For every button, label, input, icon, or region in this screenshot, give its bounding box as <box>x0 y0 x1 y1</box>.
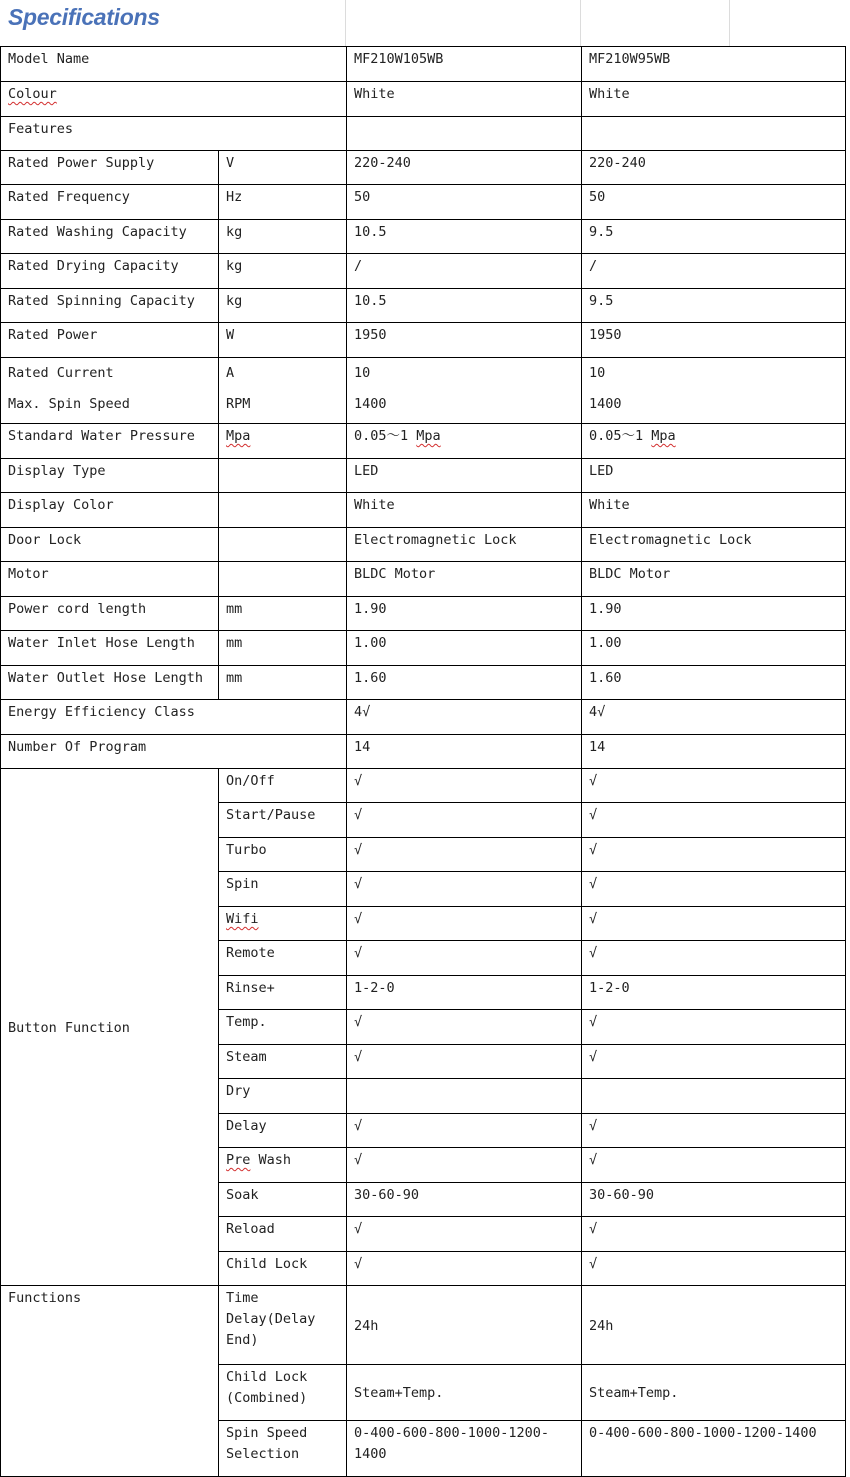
value-a-cell: √ <box>347 907 582 941</box>
value-b-cell <box>582 1079 846 1114</box>
value-b-cell: √ <box>582 1045 846 1079</box>
button-name-cell: Temp. <box>219 1010 347 1045</box>
value-b-cell: √ <box>582 941 846 976</box>
value-b-cell: LED <box>582 459 846 493</box>
label-cell: Standard Water Pressure <box>1 424 219 459</box>
unit-cell: A RPM <box>219 358 347 424</box>
button-name-cell: Start/Pause <box>219 803 347 838</box>
value-a-cell: 1-2-0 <box>347 976 582 1010</box>
function-name-cell: Child Lock (Combined) <box>219 1365 347 1421</box>
value-b-cell: 9.5 <box>582 289 846 323</box>
value-a-cell: BLDC Motor <box>347 562 582 597</box>
row-door-lock <box>1 528 846 562</box>
value-a-cell: Electromagnetic Lock <box>347 528 582 562</box>
value-a-cell: √ <box>347 1148 582 1183</box>
value-a-cell: 14 <box>347 735 582 769</box>
row-motor <box>1 562 846 597</box>
value-b-cell: √ <box>582 1252 846 1286</box>
button-name-cell: Remote <box>219 941 347 976</box>
pre-label: Pre <box>226 1152 251 1168</box>
specifications-table <box>0 46 846 1477</box>
row-button-on-off <box>1 769 846 803</box>
model-a-cell: MF210W105WB <box>347 47 582 82</box>
value-a-cell: 24h <box>347 1286 582 1365</box>
unit-cell: kg <box>219 220 347 254</box>
value-a-cell: √ <box>347 1045 582 1079</box>
row-function-time-delay <box>1 1286 846 1365</box>
value-b-cell: √ <box>582 1217 846 1252</box>
function-name-cell: Spin Speed Selection <box>219 1421 347 1477</box>
colour-label: Colour <box>8 86 57 102</box>
label-cell: Power cord length <box>1 597 219 631</box>
label-cell: Rated Washing Capacity <box>1 220 219 254</box>
value-a-cell: 50 <box>347 185 582 220</box>
value-b-cell: / <box>582 254 846 289</box>
value-a-cell: 4√ <box>347 700 582 735</box>
label-cell: Rated Spinning Capacity <box>1 289 219 323</box>
button-name-cell <box>219 1148 347 1183</box>
value-a-cell: √ <box>347 769 582 803</box>
row-water-inlet-hose <box>1 631 846 666</box>
row-power-cord-length <box>1 597 846 631</box>
value-b-cell: 0-400-600-800-1000-1200-1400 <box>582 1421 846 1477</box>
unit-cell: kg <box>219 289 347 323</box>
row-rated-power-supply <box>1 151 846 185</box>
value-a-cell: 1.90 <box>347 597 582 631</box>
function-name-cell: Time Delay(Delay End) <box>219 1286 347 1365</box>
value-a-cell: White <box>347 82 582 117</box>
value-a-cell: √ <box>347 838 582 872</box>
value-a-cell: √ <box>347 1217 582 1252</box>
page-title: Specifications <box>8 4 160 30</box>
button-name-cell: Delay <box>219 1114 347 1148</box>
row-rated-spinning-capacity <box>1 289 846 323</box>
value-b-cell: 1950 <box>582 323 846 358</box>
button-name-cell: Spin <box>219 872 347 907</box>
value-a-cell: √ <box>347 803 582 838</box>
value-b-cell: BLDC Motor <box>582 562 846 597</box>
unit-cell: kg <box>219 254 347 289</box>
button-name-cell: Dry <box>219 1079 347 1114</box>
unit-cell: Hz <box>219 185 347 220</box>
value-a-cell: Steam+Temp. <box>347 1365 582 1421</box>
button-name-cell: Rinse+ <box>219 976 347 1010</box>
value-b-cell: 14 <box>582 735 846 769</box>
functions-label: Functions <box>1 1286 219 1477</box>
value-a-cell: 1.60 <box>347 666 582 700</box>
row-model-name <box>1 47 846 82</box>
value-b-cell: 24h <box>582 1286 846 1365</box>
row-water-outlet-hose <box>1 666 846 700</box>
row-number-of-program <box>1 735 846 769</box>
label-cell: Number Of Program <box>1 735 347 769</box>
unit-cell <box>219 493 347 528</box>
unit-text: Mpa <box>416 428 441 444</box>
value-a-cell: White <box>347 493 582 528</box>
unit-cell: mm <box>219 666 347 700</box>
unit-cell <box>219 459 347 493</box>
row-rated-washing-capacity <box>1 220 846 254</box>
value-a-cell: 0-400-600-800-1000-1200- 1400 <box>347 1421 582 1477</box>
label-cell: Rated Frequency <box>1 185 219 220</box>
sheet-gridline <box>729 0 730 47</box>
value-b-cell: 1.00 <box>582 631 846 666</box>
wifi-label: Wifi <box>226 911 259 927</box>
label-cell: Features <box>1 117 347 151</box>
label-cell: Door Lock <box>1 528 219 562</box>
value-b-cell: 1-2-0 <box>582 976 846 1010</box>
button-function-label: Button Function <box>1 769 219 1286</box>
label-cell: Rated Current Max. Spin Speed <box>1 358 219 424</box>
button-name-cell: On/Off <box>219 769 347 803</box>
value-b-cell: 1.90 <box>582 597 846 631</box>
row-rated-power <box>1 323 846 358</box>
label-cell: Rated Drying Capacity <box>1 254 219 289</box>
value-text: 0.05～1 <box>354 428 417 444</box>
value-b-cell: √ <box>582 803 846 838</box>
value-a-cell <box>347 424 582 459</box>
sheet-gridline <box>580 0 581 47</box>
value-b-cell: √ <box>582 1010 846 1045</box>
value-a-cell: 30-60-90 <box>347 1183 582 1217</box>
row-features <box>1 117 846 151</box>
row-display-color <box>1 493 846 528</box>
value-a-cell: 10.5 <box>347 289 582 323</box>
button-name-cell: Steam <box>219 1045 347 1079</box>
label-cell <box>1 82 347 117</box>
value-b-cell: 220-240 <box>582 151 846 185</box>
label-cell: Model Name <box>1 47 347 82</box>
unit-cell <box>219 424 347 459</box>
value-b-cell: √ <box>582 769 846 803</box>
label-cell: Energy Efficiency Class <box>1 700 347 735</box>
label-cell: Rated Power <box>1 323 219 358</box>
row-colour <box>1 82 846 117</box>
unit-cell: V <box>219 151 347 185</box>
value-a-cell: √ <box>347 1114 582 1148</box>
value-b-cell: White <box>582 493 846 528</box>
unit-cell: W <box>219 323 347 358</box>
row-rated-drying-capacity <box>1 254 846 289</box>
value-b-cell: Electromagnetic Lock <box>582 528 846 562</box>
label-cell: Display Color <box>1 493 219 528</box>
label-cell: Water Outlet Hose Length <box>1 666 219 700</box>
label-cell: Motor <box>1 562 219 597</box>
wash-label: Wash <box>250 1152 292 1168</box>
value-a-cell: √ <box>347 1010 582 1045</box>
value-b-cell: √ <box>582 1114 846 1148</box>
unit-text: Mpa <box>226 428 251 444</box>
value-a-cell: 220-240 <box>347 151 582 185</box>
unit-cell <box>219 562 347 597</box>
value-b-cell: White <box>582 82 846 117</box>
row-water-pressure <box>1 424 846 459</box>
value-a-cell: 1.00 <box>347 631 582 666</box>
unit-cell: mm <box>219 631 347 666</box>
model-b-cell: MF210W95WB <box>582 47 846 82</box>
button-name-cell: Child Lock <box>219 1252 347 1286</box>
sheet-gridline <box>345 0 346 47</box>
value-b-cell: √ <box>582 907 846 941</box>
value-text: 0.05～1 <box>589 428 652 444</box>
unit-cell: mm <box>219 597 347 631</box>
value-b-cell: √ <box>582 872 846 907</box>
value-a-cell <box>347 117 582 151</box>
value-a-cell: 10.5 <box>347 220 582 254</box>
value-b-cell <box>582 117 846 151</box>
value-b-cell: 1.60 <box>582 666 846 700</box>
value-b-cell: 10 1400 <box>582 358 846 424</box>
value-a-cell: √ <box>347 941 582 976</box>
label-cell: Rated Power Supply <box>1 151 219 185</box>
value-b-cell: 30-60-90 <box>582 1183 846 1217</box>
value-b-cell: √ <box>582 838 846 872</box>
row-rated-frequency <box>1 185 846 220</box>
button-name-cell: Reload <box>219 1217 347 1252</box>
button-name-cell: Turbo <box>219 838 347 872</box>
value-b-cell <box>582 424 846 459</box>
label-cell: Water Inlet Hose Length <box>1 631 219 666</box>
row-energy-efficiency-class <box>1 700 846 735</box>
value-b-cell: 4√ <box>582 700 846 735</box>
label-cell: Display Type <box>1 459 219 493</box>
value-a-cell: √ <box>347 872 582 907</box>
unit-text: Mpa <box>651 428 676 444</box>
value-b-cell: Steam+Temp. <box>582 1365 846 1421</box>
value-a-cell: LED <box>347 459 582 493</box>
unit-cell <box>219 528 347 562</box>
row-display-type <box>1 459 846 493</box>
row-rated-current-spin-speed <box>1 358 846 424</box>
value-a-cell: 10 1400 <box>347 358 582 424</box>
button-name-cell: Soak <box>219 1183 347 1217</box>
value-b-cell: 9.5 <box>582 220 846 254</box>
value-a-cell: / <box>347 254 582 289</box>
value-a-cell <box>347 1079 582 1114</box>
value-b-cell: √ <box>582 1148 846 1183</box>
value-b-cell: 50 <box>582 185 846 220</box>
button-name-cell <box>219 907 347 941</box>
value-a-cell: √ <box>347 1252 582 1286</box>
value-a-cell: 1950 <box>347 323 582 358</box>
